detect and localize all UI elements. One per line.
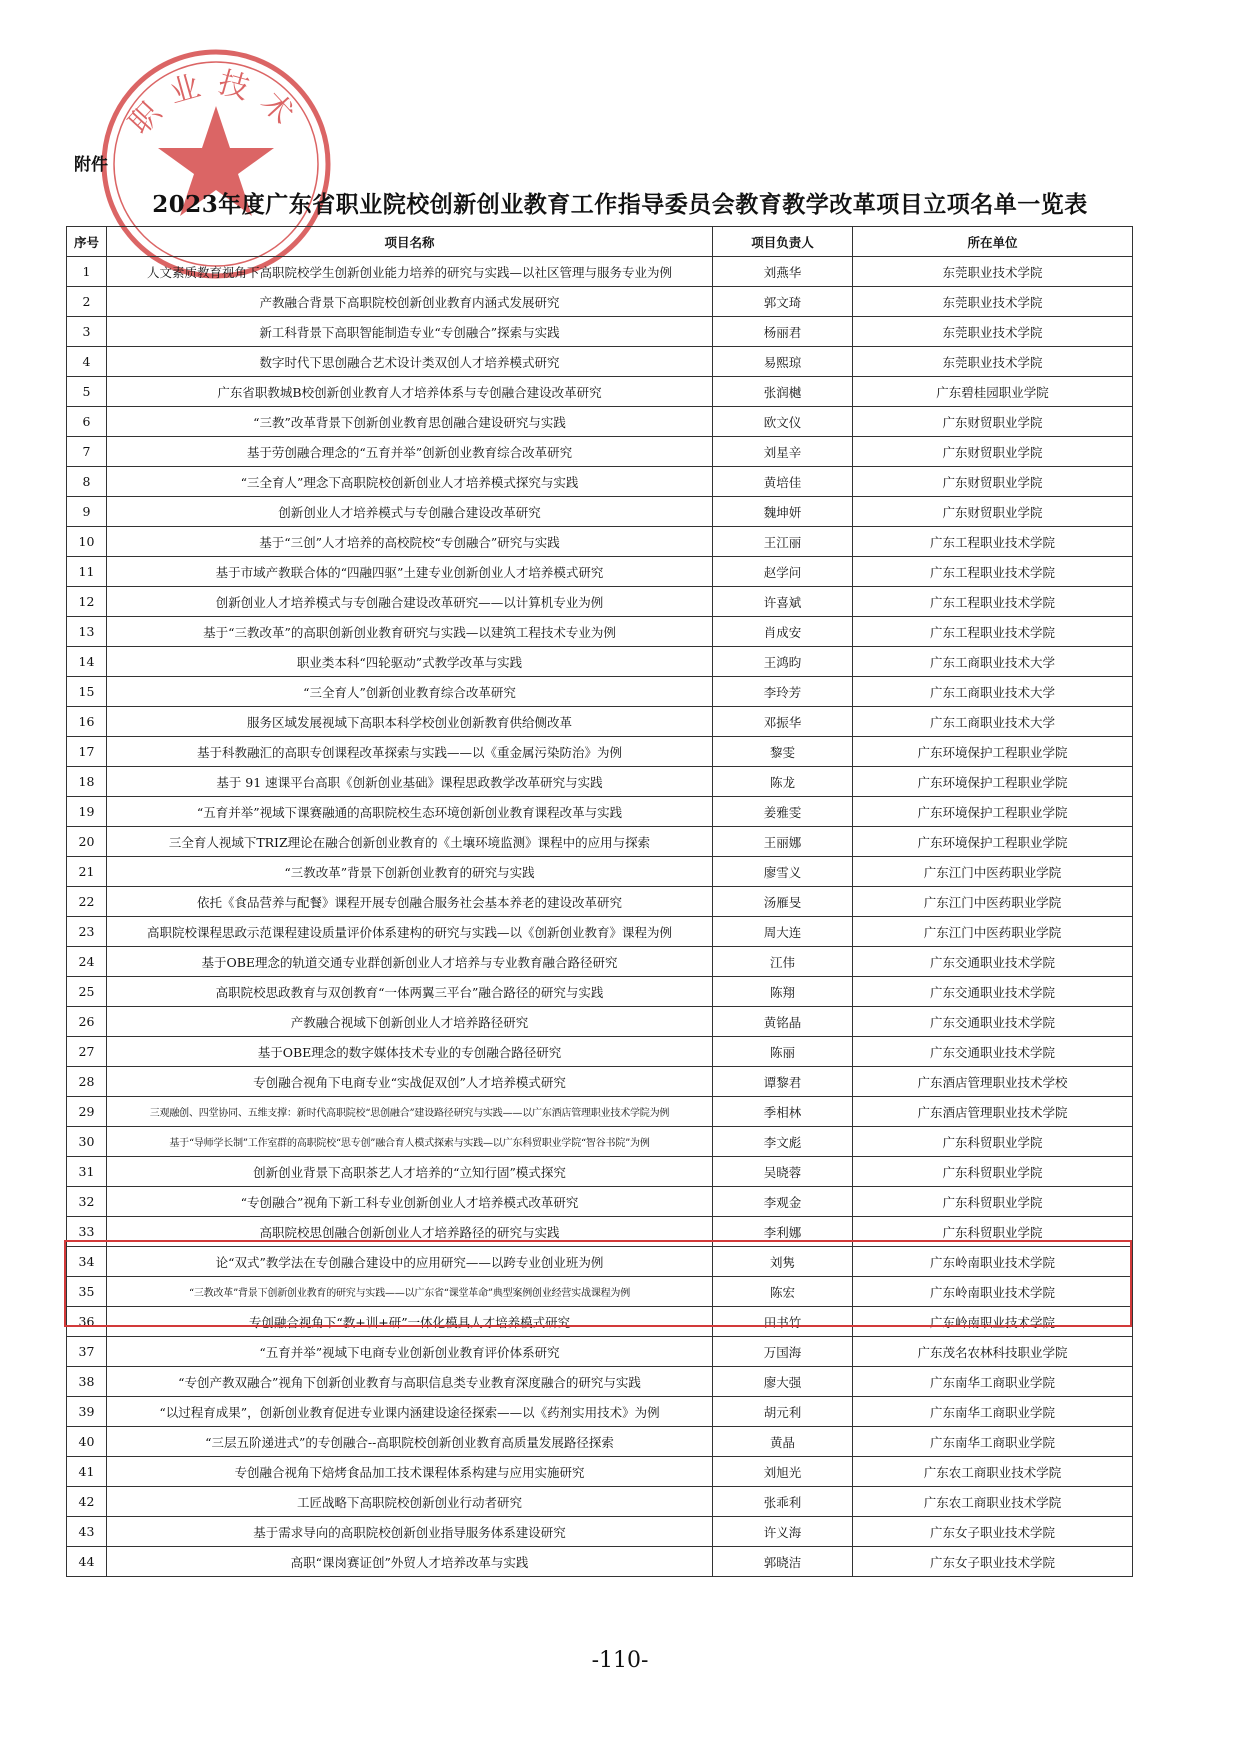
institution-cell: 广东工商职业技术大学 xyxy=(853,677,1133,707)
project-name-cell: 职业类本科“四轮驱动”式教学改革与实践 xyxy=(107,647,713,677)
table-row xyxy=(67,347,1133,377)
table-row xyxy=(67,617,1133,647)
table-row xyxy=(67,587,1133,617)
institution-cell: 广东环境保护工程职业学院 xyxy=(853,767,1133,797)
index-cell: 23 xyxy=(67,917,107,947)
leader-cell: 黄培佳 xyxy=(713,467,853,497)
project-name-cell: “三教改革”背景下创新创业教育的研究与实践 xyxy=(107,857,713,887)
leader-cell: 王江丽 xyxy=(713,527,853,557)
leader-cell: 魏坤妍 xyxy=(713,497,853,527)
index-cell: 29 xyxy=(67,1097,107,1127)
index-cell: 6 xyxy=(67,407,107,437)
leader-cell: 易熙琼 xyxy=(713,347,853,377)
leader-cell: 江伟 xyxy=(713,947,853,977)
institution-cell: 广东南华工商职业学院 xyxy=(853,1397,1133,1427)
leader-cell: 欧文仪 xyxy=(713,407,853,437)
table-row xyxy=(67,647,1133,677)
project-name-cell: 三全育人视域下TRIZ理论在融合创新创业教育的《土壤环境监测》课程中的应用与探索 xyxy=(107,827,713,857)
leader-cell: 廖雪义 xyxy=(713,857,853,887)
index-cell: 30 xyxy=(67,1127,107,1157)
project-name-cell: 产教融合视域下创新创业人才培养路径研究 xyxy=(107,1007,713,1037)
table-row xyxy=(67,527,1133,557)
institution-cell: 广东岭南职业技术学院 xyxy=(853,1277,1133,1307)
index-cell: 22 xyxy=(67,887,107,917)
leader-cell: 陈翔 xyxy=(713,977,853,1007)
index-cell: 5 xyxy=(67,377,107,407)
institution-cell: 广东南华工商职业学院 xyxy=(853,1367,1133,1397)
leader-cell: 陈龙 xyxy=(713,767,853,797)
leader-cell: 黄铭晶 xyxy=(713,1007,853,1037)
project-name-cell: 人文素质教育视角下高职院校学生创新创业能力培养的研究与实践—以社区管理与服务专业为例 xyxy=(107,257,713,287)
project-name-cell: “三全育人”理念下高职院校创新创业人才培养模式探究与实践 xyxy=(107,467,713,497)
index-cell: 27 xyxy=(67,1037,107,1067)
project-name-cell: 基于“三创”人才培养的高校院校“专创融合”研究与实践 xyxy=(107,527,713,557)
institution-cell: 广东江门中医药职业学院 xyxy=(853,917,1133,947)
page-number: -110- xyxy=(591,1648,649,1673)
project-name-cell: “以过程育成果”，创新创业教育促进专业课内涵建设途径探索——以《药剂实用技术》为例 xyxy=(107,1397,713,1427)
leader-cell: 陈丽 xyxy=(713,1037,853,1067)
table-row xyxy=(67,557,1133,587)
table-row xyxy=(67,287,1133,317)
institution-cell: 东莞职业技术学院 xyxy=(853,347,1133,377)
index-cell: 37 xyxy=(67,1337,107,1367)
leader-cell: 刘燕华 xyxy=(713,257,853,287)
institution-cell: 广东岭南职业技术学院 xyxy=(853,1307,1133,1337)
table-row xyxy=(67,827,1133,857)
institution-cell: 广东交通职业技术学院 xyxy=(853,1037,1133,1067)
project-name-cell: 依托《食品营养与配餐》课程开展专创融合服务社会基本养老的建设改革研究 xyxy=(107,887,713,917)
index-cell: 2 xyxy=(67,287,107,317)
institution-cell: 广东科贸职业学院 xyxy=(853,1157,1133,1187)
table-row xyxy=(67,1067,1133,1097)
leader-cell: 邓振华 xyxy=(713,707,853,737)
table-row xyxy=(67,1427,1133,1457)
leader-cell: 田书竹 xyxy=(713,1307,853,1337)
project-name-cell: 广东省职教城B校创新创业教育人才培养体系与专创融合建设改革研究 xyxy=(107,377,713,407)
leader-cell: 周大连 xyxy=(713,917,853,947)
project-name-cell: 高职院校思创融合创新创业人才培养路径的研究与实践 xyxy=(107,1217,713,1247)
institution-cell: 广东碧桂园职业学院 xyxy=(853,377,1133,407)
project-name-cell: 高职院校思政教育与双创教育“一体两翼三平台”融合路径的研究与实践 xyxy=(107,977,713,1007)
index-cell: 33 xyxy=(67,1217,107,1247)
index-cell: 40 xyxy=(67,1427,107,1457)
institution-cell: 广东江门中医药职业学院 xyxy=(853,857,1133,887)
project-name-cell: 创新创业背景下高职茶艺人才培养的“立知行固”模式探究 xyxy=(107,1157,713,1187)
leader-cell: 李利娜 xyxy=(713,1217,853,1247)
table-row xyxy=(67,1397,1133,1427)
table-header-row xyxy=(67,227,1133,257)
institution-cell: 广东茂名农林科技职业学院 xyxy=(853,1337,1133,1367)
index-cell: 20 xyxy=(67,827,107,857)
table-row xyxy=(67,737,1133,767)
table-row xyxy=(67,1187,1133,1217)
leader-cell: 刘隽 xyxy=(713,1247,853,1277)
index-cell: 34 xyxy=(67,1247,107,1277)
leader-cell: 陈宏 xyxy=(713,1277,853,1307)
index-cell: 24 xyxy=(67,947,107,977)
leader-cell: 许义海 xyxy=(713,1517,853,1547)
index-cell: 26 xyxy=(67,1007,107,1037)
project-name-cell: 专创融合视角下电商专业“实战促双创”人才培养模式研究 xyxy=(107,1067,713,1097)
leader-cell: 张乖利 xyxy=(713,1487,853,1517)
institution-cell: 广东科贸职业学院 xyxy=(853,1127,1133,1157)
table-row xyxy=(67,947,1133,977)
project-name-cell: 基于科教融汇的高职专创课程改革探索与实践——以《重金属污染防治》为例 xyxy=(107,737,713,767)
leader-cell: 黄晶 xyxy=(713,1427,853,1457)
leader-cell: 李玲芳 xyxy=(713,677,853,707)
leader-cell: 肖成安 xyxy=(713,617,853,647)
index-cell: 18 xyxy=(67,767,107,797)
leader-cell: 李观金 xyxy=(713,1187,853,1217)
table-row xyxy=(67,1007,1133,1037)
institution-cell: 广东财贸职业学院 xyxy=(853,437,1133,467)
table-row xyxy=(67,917,1133,947)
institution-cell: 东莞职业技术学院 xyxy=(853,257,1133,287)
table-row xyxy=(67,977,1133,1007)
index-cell: 32 xyxy=(67,1187,107,1217)
project-name-cell: 基于劳创融合理念的“五育并举”创新创业教育综合改革研究 xyxy=(107,437,713,467)
table-row xyxy=(67,1247,1133,1277)
project-name-cell: 工匠战略下高职院校创新创业行动者研究 xyxy=(107,1487,713,1517)
leader-cell: 张润樾 xyxy=(713,377,853,407)
table-row xyxy=(67,317,1133,347)
table-row xyxy=(67,1337,1133,1367)
index-cell: 14 xyxy=(67,647,107,677)
institution-cell: 广东岭南职业技术学院 xyxy=(853,1247,1133,1277)
index-cell: 3 xyxy=(67,317,107,347)
institution-cell: 广东财贸职业学院 xyxy=(853,497,1133,527)
index-cell: 38 xyxy=(67,1367,107,1397)
institution-cell: 广东女子职业技术学院 xyxy=(853,1547,1133,1577)
table-row xyxy=(67,767,1133,797)
institution-cell: 广东南华工商职业学院 xyxy=(853,1427,1133,1457)
table-row xyxy=(67,1307,1133,1337)
leader-cell: 季相林 xyxy=(713,1097,853,1127)
leader-cell: 吴晓蓉 xyxy=(713,1157,853,1187)
institution-cell: 广东女子职业技术学院 xyxy=(853,1517,1133,1547)
leader-cell: 万国海 xyxy=(713,1337,853,1367)
institution-cell: 广东工程职业技术学院 xyxy=(853,617,1133,647)
project-name-cell: 论“双式”教学法在专创融合建设中的应用研究——以跨专业创业班为例 xyxy=(107,1247,713,1277)
index-cell: 28 xyxy=(67,1067,107,1097)
institution-cell: 广东工商职业技术大学 xyxy=(853,647,1133,677)
index-cell: 21 xyxy=(67,857,107,887)
index-cell: 41 xyxy=(67,1457,107,1487)
leader-cell: 汤雁旻 xyxy=(713,887,853,917)
project-name-cell: 服务区域发展视域下高职本科学校创业创新教育供给侧改革 xyxy=(107,707,713,737)
table-row xyxy=(67,1517,1133,1547)
project-name-cell: 基于市域产教联合体的“四融四驱”土建专业创新创业人才培养模式研究 xyxy=(107,557,713,587)
project-name-cell: 基于OBE理念的数字媒体技术专业的专创融合路径研究 xyxy=(107,1037,713,1067)
project-name-cell: 产教融合背景下高职院校创新创业教育内涵式发展研究 xyxy=(107,287,713,317)
leader-cell: 杨丽君 xyxy=(713,317,853,347)
project-name-cell: “专创融合”视角下新工科专业创新创业人才培养模式改革研究 xyxy=(107,1187,713,1217)
table-body xyxy=(67,257,1133,1577)
institution-cell: 广东环境保护工程职业学院 xyxy=(853,737,1133,767)
institution-cell: 广东江门中医药职业学院 xyxy=(853,887,1133,917)
project-name-cell: “五育并举”视域下电商专业创新创业教育评价体系研究 xyxy=(107,1337,713,1367)
leader-cell: 黎雯 xyxy=(713,737,853,767)
project-name-cell: “三全育人”创新创业教育综合改革研究 xyxy=(107,677,713,707)
project-name-cell: 三观融创、四堂协同、五维支撑：新时代高职院校“思创融合”建设路径研究与实践——以广东酒店管理职业技术学院为例 xyxy=(107,1097,713,1127)
table-row xyxy=(67,1487,1133,1517)
table-row xyxy=(67,677,1133,707)
index-cell: 25 xyxy=(67,977,107,1007)
index-cell: 17 xyxy=(67,737,107,767)
leader-cell: 赵学问 xyxy=(713,557,853,587)
institution-cell: 广东财贸职业学院 xyxy=(853,467,1133,497)
index-cell: 4 xyxy=(67,347,107,377)
project-name-cell: 基于“三教改革”的高职创新创业教育研究与实践—以建筑工程技术专业为例 xyxy=(107,617,713,647)
table-row xyxy=(67,887,1133,917)
institution-cell: 广东环境保护工程职业学院 xyxy=(853,827,1133,857)
project-name-cell: “专创产教双融合”视角下创新创业教育与高职信息类专业教育深度融合的研究与实践 xyxy=(107,1367,713,1397)
table-row xyxy=(67,1277,1133,1307)
index-cell: 9 xyxy=(67,497,107,527)
index-cell: 1 xyxy=(67,257,107,287)
leader-cell: 王鸿昀 xyxy=(713,647,853,677)
leader-cell: 郭晓洁 xyxy=(713,1547,853,1577)
project-table xyxy=(66,226,1133,1577)
table-row xyxy=(67,857,1133,887)
institution-cell: 广东交通职业技术学院 xyxy=(853,977,1133,1007)
project-name-cell: 基于OBE理念的轨道交通专业群创新创业人才培养与专业教育融合路径研究 xyxy=(107,947,713,977)
table-row xyxy=(67,797,1133,827)
table-row xyxy=(67,257,1133,287)
project-name-cell: 新工科背景下高职智能制造专业“专创融合”探索与实践 xyxy=(107,317,713,347)
institution-cell: 广东科贸职业学院 xyxy=(853,1187,1133,1217)
project-name-cell: 基于需求导向的高职院校创新创业指导服务体系建设研究 xyxy=(107,1517,713,1547)
page-title: 2023年度广东省职业院校创新创业教育工作指导委员会教育教学改革项目立项名单一览表 xyxy=(152,191,1088,218)
project-name-cell: 基于“导师学长制”工作室群的高职院校“思专创”融合育人模式探索与实践—以广东科贸职业学院“智谷书院”为例 xyxy=(107,1127,713,1157)
index-cell: 39 xyxy=(67,1397,107,1427)
index-cell: 15 xyxy=(67,677,107,707)
project-name-cell: “三教”改革背景下创新创业教育思创融合建设研究与实践 xyxy=(107,407,713,437)
table-row xyxy=(67,1127,1133,1157)
leader-cell: 廖大强 xyxy=(713,1367,853,1397)
column-header-index: 序号 xyxy=(67,227,107,257)
institution-cell: 广东农工商职业技术学院 xyxy=(853,1457,1133,1487)
table-row xyxy=(67,1037,1133,1067)
table-row xyxy=(67,1097,1133,1127)
project-name-cell: 专创融合视角下“教+训+研”一体化模具人才培养模式研究 xyxy=(107,1307,713,1337)
institution-cell: 广东酒店管理职业技术学校 xyxy=(853,1067,1133,1097)
institution-cell: 广东科贸职业学院 xyxy=(853,1217,1133,1247)
leader-cell: 李文彪 xyxy=(713,1127,853,1157)
table-row xyxy=(67,437,1133,467)
attachment-label: 附件 xyxy=(74,155,108,175)
table-row xyxy=(67,707,1133,737)
table-row xyxy=(67,377,1133,407)
institution-cell: 东莞职业技术学院 xyxy=(853,287,1133,317)
index-cell: 43 xyxy=(67,1517,107,1547)
leader-cell: 王丽娜 xyxy=(713,827,853,857)
leader-cell: 姜雅雯 xyxy=(713,797,853,827)
table-row xyxy=(67,1157,1133,1187)
leader-cell: 许喜斌 xyxy=(713,587,853,617)
table-row xyxy=(67,1457,1133,1487)
leader-cell: 胡元利 xyxy=(713,1397,853,1427)
index-cell: 13 xyxy=(67,617,107,647)
project-name-cell: 高职院校课程思政示范课程建设质量评价体系建构的研究与实践—以《创新创业教育》课程为例 xyxy=(107,917,713,947)
institution-cell: 广东酒店管理职业技术学院 xyxy=(853,1097,1133,1127)
leader-cell: 刘星辛 xyxy=(713,437,853,467)
index-cell: 8 xyxy=(67,467,107,497)
index-cell: 35 xyxy=(67,1277,107,1307)
leader-cell: 谭黎君 xyxy=(713,1067,853,1097)
index-cell: 12 xyxy=(67,587,107,617)
institution-cell: 广东工程职业技术学院 xyxy=(853,587,1133,617)
index-cell: 36 xyxy=(67,1307,107,1337)
institution-cell: 广东农工商职业技术学院 xyxy=(853,1487,1133,1517)
project-name-cell: 专创融合视角下焙烤食品加工技术课程体系构建与应用实施研究 xyxy=(107,1457,713,1487)
table-row xyxy=(67,1217,1133,1247)
column-header-project-name: 项目名称 xyxy=(107,227,713,257)
column-header-institution: 所在单位 xyxy=(853,227,1133,257)
institution-cell: 广东交通职业技术学院 xyxy=(853,947,1133,977)
project-name-cell: 基于 91 速课平台高职《创新创业基础》课程思政教学改革研究与实践 xyxy=(107,767,713,797)
leader-cell: 郭文琦 xyxy=(713,287,853,317)
project-name-cell: “三层五阶递进式”的专创融合--高职院校创新创业教育高质量发展路径探索 xyxy=(107,1427,713,1457)
project-name-cell: 高职“课岗赛证创”外贸人才培养改革与实践 xyxy=(107,1547,713,1577)
table-row xyxy=(67,407,1133,437)
table-row xyxy=(67,1367,1133,1397)
leader-cell: 刘旭光 xyxy=(713,1457,853,1487)
index-cell: 11 xyxy=(67,557,107,587)
svg-text:职业技术: 职业技术 xyxy=(122,65,310,142)
institution-cell: 广东交通职业技术学院 xyxy=(853,1007,1133,1037)
index-cell: 42 xyxy=(67,1487,107,1517)
index-cell: 44 xyxy=(67,1547,107,1577)
institution-cell: 广东财贸职业学院 xyxy=(853,407,1133,437)
institution-cell: 广东工程职业技术学院 xyxy=(853,557,1133,587)
table-row xyxy=(67,497,1133,527)
project-name-cell: 创新创业人才培养模式与专创融合建设改革研究——以计算机专业为例 xyxy=(107,587,713,617)
index-cell: 10 xyxy=(67,527,107,557)
institution-cell: 广东环境保护工程职业学院 xyxy=(853,797,1133,827)
project-name-cell: “五育并举”视域下课赛融通的高职院校生态环境创新创业教育课程改革与实践 xyxy=(107,797,713,827)
project-name-cell: 创新创业人才培养模式与专创融合建设改革研究 xyxy=(107,497,713,527)
project-name-cell: “三教改革”背景下创新创业教育的研究与实践——以广东省“课堂革命”典型案例创业经营实战课程为例 xyxy=(107,1277,713,1307)
index-cell: 31 xyxy=(67,1157,107,1187)
project-name-cell: 数字时代下思创融合艺术设计类双创人才培养模式研究 xyxy=(107,347,713,377)
institution-cell: 广东工商职业技术大学 xyxy=(853,707,1133,737)
institution-cell: 广东工程职业技术学院 xyxy=(853,527,1133,557)
table-row xyxy=(67,467,1133,497)
index-cell: 7 xyxy=(67,437,107,467)
institution-cell: 东莞职业技术学院 xyxy=(853,317,1133,347)
table-row xyxy=(67,1547,1133,1577)
column-header-leader: 项目负责人 xyxy=(713,227,853,257)
index-cell: 16 xyxy=(67,707,107,737)
index-cell: 19 xyxy=(67,797,107,827)
